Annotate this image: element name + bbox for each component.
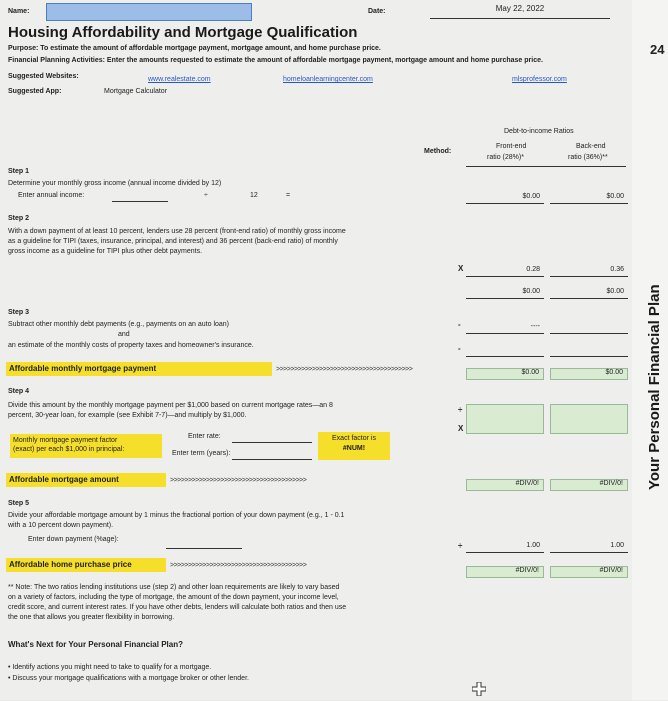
step2-desc-2: as a guideline for TIPI (taxes, insurance, principal, and interest) and 36 percent (back-end ratio) of monthly [8,238,338,245]
down-payment-input[interactable] [166,538,242,549]
step5-divide-op: ÷ [458,541,463,550]
rate-label: Enter rate: [188,433,221,440]
step1-divisor: 12 [250,192,258,199]
date-field[interactable]: May 22, 2022 [430,4,610,19]
bullet-icon: • [8,664,13,671]
annual-income-input[interactable] [112,193,168,202]
step5-back-value: 1.00 [550,542,628,553]
name-input[interactable] [46,3,252,21]
step4-divide-op: ÷ [458,405,463,414]
step3-heading: Step 3 [8,309,30,316]
next-item-1 [8,664,211,671]
back-end-header-1: Back-end [576,143,606,150]
step3-front-tax-field[interactable] [466,346,544,357]
next-heading: What's Next for Your Personal Financial Plan? [8,640,183,649]
step3-desc-2: an estimate of the monthly costs of property taxes and homeowner's insurance. [8,342,254,349]
step2-front-value: $0.00 [466,288,544,299]
step2-desc-3: gross income as a guideline for TIPI plus other debt payments. [8,248,203,255]
cross-cursor-icon [472,682,486,696]
affordable-mortgage-back: #DIV/0! [550,479,628,491]
ratios-heading: Debt-to-income Ratios [504,128,574,135]
step1-divide-op: ÷ [204,192,208,199]
affordable-price-arrows: >>>>>>>>>>>>>>>>>>>>>>>>>>>>>>>>>>>>>> [170,562,307,569]
activities-text: Financial Planning Activities: Enter the amounts requested to estimate the amount of affordable mortgage payment, mortgage amount and home purchase price. [8,57,543,64]
exact-factor-box [318,432,390,460]
next-item-2 [8,675,249,682]
back-end-header-2: ratio (36%)** [568,154,608,161]
page-title: Housing Affordability and Mortgage Qualification [8,24,358,41]
note-line-2: on a variety of factors, including the type of mortgage, the amount of the down payment, your income level, [8,594,339,601]
step4-multiply-op: X [458,424,464,433]
payment-factor-line-1: Monthly mortgage payment factor [13,437,118,444]
step2-desc-1: With a down payment of at least 10 percent, lenders use 28 percent (front-end ratio) of monthly gross income [8,228,346,235]
payment-factor-line-2: (exact) per each $1,000 in principal: [13,446,125,453]
ratio-header-underline [466,166,626,167]
term-label: Enter term (years): [172,450,231,457]
term-input[interactable] [232,451,312,460]
step5-heading: Step 5 [8,500,30,507]
step3-front-debt-field[interactable]: ---- [466,323,544,334]
date-label: Date: [368,8,386,15]
step2-heading: Step 2 [8,215,30,222]
step1-income-label: Enter annual income: [18,192,85,199]
note-line-1: ** Note: The two ratios lending institutions use (step 2) and other loan requirements are likely to vary based [8,584,340,591]
app-value: Mortgage Calculator [104,88,168,95]
affordable-payment-back: $0.00 [550,368,628,380]
note-line-3: credit score, and current interest rates. If you have other debts, lenders will calculate both ratios and then use [8,604,347,611]
step3-minus-op-2: - [458,344,461,353]
side-title: Your Personal Financial Plan [646,284,663,490]
step3-desc-1: Subtract other monthly debt payments (e.g., payments on an auto loan) [8,321,230,328]
step3-minus-op-1: - [458,320,461,329]
name-label: Name: [8,8,30,15]
payment-factor-box [10,434,162,458]
exact-factor-label: Exact factor is [332,435,376,442]
note-line-4: the one that allows you greater flexibility in borrowing. [8,614,175,621]
next-item-2-text: Discuss your mortgage qualifications with a mortgage broker or other lender. [12,675,249,682]
website-link-2[interactable]: homeloanlearningcenter.com [283,76,373,83]
websites-label: Suggested Websites: [8,73,79,80]
step1-desc: Determine your monthly gross income (annual income divided by 12) [8,180,222,187]
bullet-icon: • [8,675,13,682]
website-link-1[interactable]: www.realestate.com [148,76,211,83]
affordable-price-label: Affordable home purchase price [6,558,166,572]
step1-back-value: $0.00 [550,193,628,204]
step2-multiply-op: X [458,264,464,273]
affordable-payment-label: Affordable monthly mortgage payment [6,362,272,376]
front-end-header-2: ratio (28%)* [487,154,524,161]
step3-back-tax-field[interactable] [550,346,628,357]
step3-back-debt-field[interactable] [550,323,628,334]
rate-input[interactable] [232,434,312,443]
step2-back-rate: 0.36 [550,266,628,277]
step1-heading: Step 1 [8,168,30,175]
method-label: Method: [424,148,452,155]
exact-factor-value: #NUM! [342,445,366,452]
step4-desc-2: percent, 30-year loan, for example (see Exhibit 7-7)—and multiply by $1,000. [8,412,247,419]
website-link-3[interactable]: mlsprofessor.com [512,76,567,83]
step4-front-factor-cell [466,404,544,434]
affordable-price-front: #DIV/0! [466,566,544,578]
affordable-price-back: #DIV/0! [550,566,628,578]
affordable-payment-front: $0.00 [466,368,544,380]
affordable-mortgage-label: Affordable mortgage amount [6,473,166,487]
affordable-payment-arrows: >>>>>>>>>>>>>>>>>>>>>>>>>>>>>>>>>>>>>> [276,366,413,373]
step4-heading: Step 4 [8,388,30,395]
step5-desc-1: Divide your affordable mortgage amount by 1 minus the fractional portion of your down payment (e.g., 1 - 0.1 [8,512,345,519]
app-label: Suggested App: [8,88,62,95]
front-end-header-1: Front-end [496,143,527,150]
step1-equals-op: = [286,192,291,199]
step5-desc-2: with a 10 percent down payment). [8,522,114,529]
step4-back-factor-cell [550,404,628,434]
step1-front-value: $0.00 [466,193,544,204]
page-number: 24 [650,42,665,57]
affordable-mortgage-arrows: >>>>>>>>>>>>>>>>>>>>>>>>>>>>>>>>>>>>>> [170,477,307,484]
next-item-1-text: Identify actions you might need to take to qualify for a mortgage. [12,664,212,671]
purpose-text: Purpose: To estimate the amount of affordable mortgage payment, mortgage amount, and home purchase price. [8,45,381,52]
down-payment-label: Enter down payment (%age): [28,536,119,543]
affordable-mortgage-front: #DIV/0! [466,479,544,491]
step4-desc-1: Divide this amount by the monthly mortgage payment per $1,000 based on current mortgage rates—an 8 [8,402,333,409]
step5-front-value: 1.00 [466,542,544,553]
step3-and: and [118,331,130,338]
step2-front-rate: 0.28 [466,266,544,277]
step2-back-value: $0.00 [550,288,628,299]
